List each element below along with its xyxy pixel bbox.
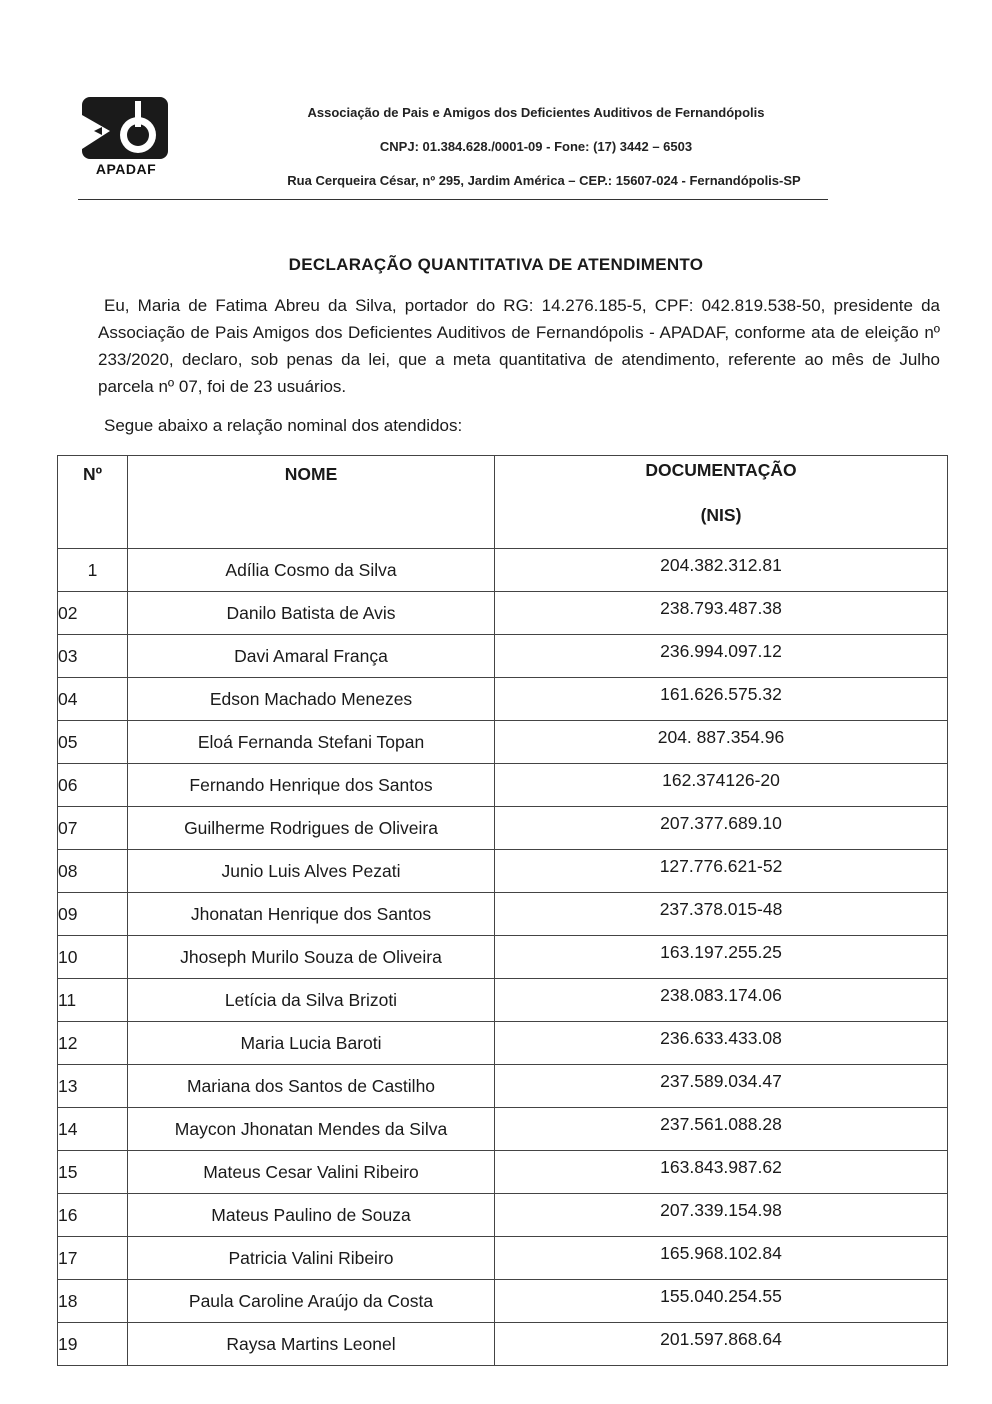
row-name: Danilo Batista de Avis bbox=[128, 592, 495, 635]
row-name: Mateus Cesar Valini Ribeiro bbox=[128, 1151, 495, 1194]
row-nis-text: 155.040.254.55 bbox=[660, 1285, 782, 1306]
row-nis-text: 163.197.255.25 bbox=[660, 941, 782, 962]
row-nis-text: 204.382.312.81 bbox=[660, 554, 782, 575]
row-number: 19 bbox=[58, 1323, 128, 1366]
declaration-paragraph: Eu, Maria de Fatima Abreu da Silva, portador do RG: 14.276.185-5, CPF: 042.819.538-50, presidente da Associação de Pais Amigos dos Deficientes Auditivos de Fernandópolis - APADAF, conforme ata de eleição nº 233/2020, declaro, sob penas da lei, que a meta quantitativa de atendimento, referente ao mês de Julho parcela nº 07, foi de 23 usuários. bbox=[98, 296, 940, 396]
row-nis bbox=[495, 936, 948, 979]
table-row bbox=[58, 850, 948, 893]
table-row bbox=[58, 764, 948, 807]
table-row bbox=[58, 893, 948, 936]
table-row bbox=[58, 678, 948, 721]
row-number: 02 bbox=[58, 592, 128, 635]
row-nis-text: 207.377.689.10 bbox=[660, 812, 782, 833]
row-nis bbox=[495, 1194, 948, 1237]
header-documentation bbox=[495, 456, 948, 549]
header-number: Nº bbox=[58, 456, 128, 549]
table-row bbox=[58, 1108, 948, 1151]
header-name: NOME bbox=[128, 456, 495, 549]
row-nis bbox=[495, 1280, 948, 1323]
row-nis-text: 236.994.097.12 bbox=[660, 640, 782, 661]
row-name: Guilherme Rodrigues de Oliveira bbox=[128, 807, 495, 850]
table-row bbox=[58, 979, 948, 1022]
table-row bbox=[58, 1237, 948, 1280]
row-nis bbox=[495, 1323, 948, 1366]
letterhead bbox=[0, 0, 992, 210]
row-nis bbox=[495, 678, 948, 721]
row-number: 1 bbox=[58, 549, 128, 592]
row-name: Fernando Henrique dos Santos bbox=[128, 764, 495, 807]
table-row bbox=[58, 1022, 948, 1065]
table-row bbox=[58, 1065, 948, 1108]
row-number: 07 bbox=[58, 807, 128, 850]
table-row bbox=[58, 1280, 948, 1323]
header-divider bbox=[78, 199, 828, 200]
org-name: Associação de Pais e Amigos dos Deficientes Auditivos de Fernandópolis bbox=[307, 105, 765, 120]
row-name: Jhoseph Murilo Souza de Oliveira bbox=[128, 936, 495, 979]
row-nis bbox=[495, 764, 948, 807]
row-nis bbox=[495, 807, 948, 850]
row-name: Paula Caroline Araújo da Costa bbox=[128, 1280, 495, 1323]
row-name: Adília Cosmo da Silva bbox=[128, 549, 495, 592]
table-row bbox=[58, 592, 948, 635]
row-number: 18 bbox=[58, 1280, 128, 1323]
document-title: DECLARAÇÃO QUANTITATIVA DE ATENDIMENTO bbox=[288, 255, 704, 274]
row-number: 05 bbox=[58, 721, 128, 764]
table-row bbox=[58, 1323, 948, 1366]
list-intro: Segue abaixo a relação nominal dos atendidos: bbox=[104, 416, 463, 435]
row-number: 04 bbox=[58, 678, 128, 721]
row-name: Letícia da Silva Brizoti bbox=[128, 979, 495, 1022]
row-name: Eloá Fernanda Stefani Topan bbox=[128, 721, 495, 764]
row-number: 17 bbox=[58, 1237, 128, 1280]
row-name: Maria Lucia Baroti bbox=[128, 1022, 495, 1065]
header-doc-line1: DOCUMENTAÇÃO bbox=[645, 460, 797, 480]
row-nis bbox=[495, 1065, 948, 1108]
row-nis bbox=[495, 1151, 948, 1194]
row-nis-text: 163.843.987.62 bbox=[660, 1156, 782, 1177]
table-body bbox=[58, 549, 948, 1366]
row-nis bbox=[495, 1237, 948, 1280]
attendee-table bbox=[57, 455, 948, 1366]
row-nis-text: 201.597.868.64 bbox=[660, 1328, 782, 1349]
row-number: 11 bbox=[58, 979, 128, 1022]
row-nis-text: 237.561.088.28 bbox=[660, 1113, 782, 1134]
logo-label: APADAF bbox=[95, 161, 157, 177]
row-nis-text: 162.374126-20 bbox=[662, 769, 780, 790]
table-row bbox=[58, 635, 948, 678]
row-number: 12 bbox=[58, 1022, 128, 1065]
org-contact: CNPJ: 01.384.628./0001-09 - Fone: (17) 3442 – 6503 bbox=[379, 139, 693, 154]
row-nis bbox=[495, 979, 948, 1022]
table-row bbox=[58, 1194, 948, 1237]
row-name: Patricia Valini Ribeiro bbox=[128, 1237, 495, 1280]
row-number: 16 bbox=[58, 1194, 128, 1237]
row-nis bbox=[495, 850, 948, 893]
row-name: Jhonatan Henrique dos Santos bbox=[128, 893, 495, 936]
row-nis bbox=[495, 721, 948, 764]
row-name: Junio Luis Alves Pezati bbox=[128, 850, 495, 893]
row-nis-text: 236.633.433.08 bbox=[660, 1027, 782, 1048]
row-number: 03 bbox=[58, 635, 128, 678]
row-name: Maycon Jhonatan Mendes da Silva bbox=[128, 1108, 495, 1151]
row-nis-text: 237.589.034.47 bbox=[660, 1070, 782, 1091]
row-number: 06 bbox=[58, 764, 128, 807]
table-header-row bbox=[58, 456, 948, 549]
row-nis bbox=[495, 893, 948, 936]
row-nis-text: 238.083.174.06 bbox=[660, 984, 782, 1005]
table-row bbox=[58, 549, 948, 592]
row-name: Mateus Paulino de Souza bbox=[128, 1194, 495, 1237]
row-number: 13 bbox=[58, 1065, 128, 1108]
row-nis bbox=[495, 592, 948, 635]
row-number: 14 bbox=[58, 1108, 128, 1151]
row-name: Raysa Martins Leonel bbox=[128, 1323, 495, 1366]
row-number: 08 bbox=[58, 850, 128, 893]
row-nis-text: 204. 887.354.96 bbox=[657, 726, 785, 747]
row-number: 15 bbox=[58, 1151, 128, 1194]
table-row bbox=[58, 721, 948, 764]
row-nis-text: 127.776.621-52 bbox=[659, 855, 783, 876]
row-name: Edson Machado Menezes bbox=[128, 678, 495, 721]
row-nis-text: 207.339.154.98 bbox=[660, 1199, 782, 1220]
row-nis bbox=[495, 1108, 948, 1151]
row-nis bbox=[495, 635, 948, 678]
row-nis-text: 161.626.575.32 bbox=[660, 683, 782, 704]
row-nis bbox=[495, 1022, 948, 1065]
row-number: 10 bbox=[58, 936, 128, 979]
row-number: 09 bbox=[58, 893, 128, 936]
table-row bbox=[58, 936, 948, 979]
row-nis-text: 165.968.102.84 bbox=[660, 1242, 782, 1263]
row-name: Davi Amaral França bbox=[128, 635, 495, 678]
table-row bbox=[58, 807, 948, 850]
row-nis bbox=[495, 549, 948, 592]
row-nis-text: 237.378.015-48 bbox=[659, 898, 783, 919]
org-address: Rua Cerqueira César, nº 295, Jardim América – CEP.: 15607-024 - Fernandópolis-SP bbox=[287, 173, 801, 188]
table-row bbox=[58, 1151, 948, 1194]
header-doc-line2: (NIS) bbox=[700, 505, 742, 525]
row-name: Mariana dos Santos de Castilho bbox=[128, 1065, 495, 1108]
row-nis-text: 238.793.487.38 bbox=[660, 597, 782, 618]
